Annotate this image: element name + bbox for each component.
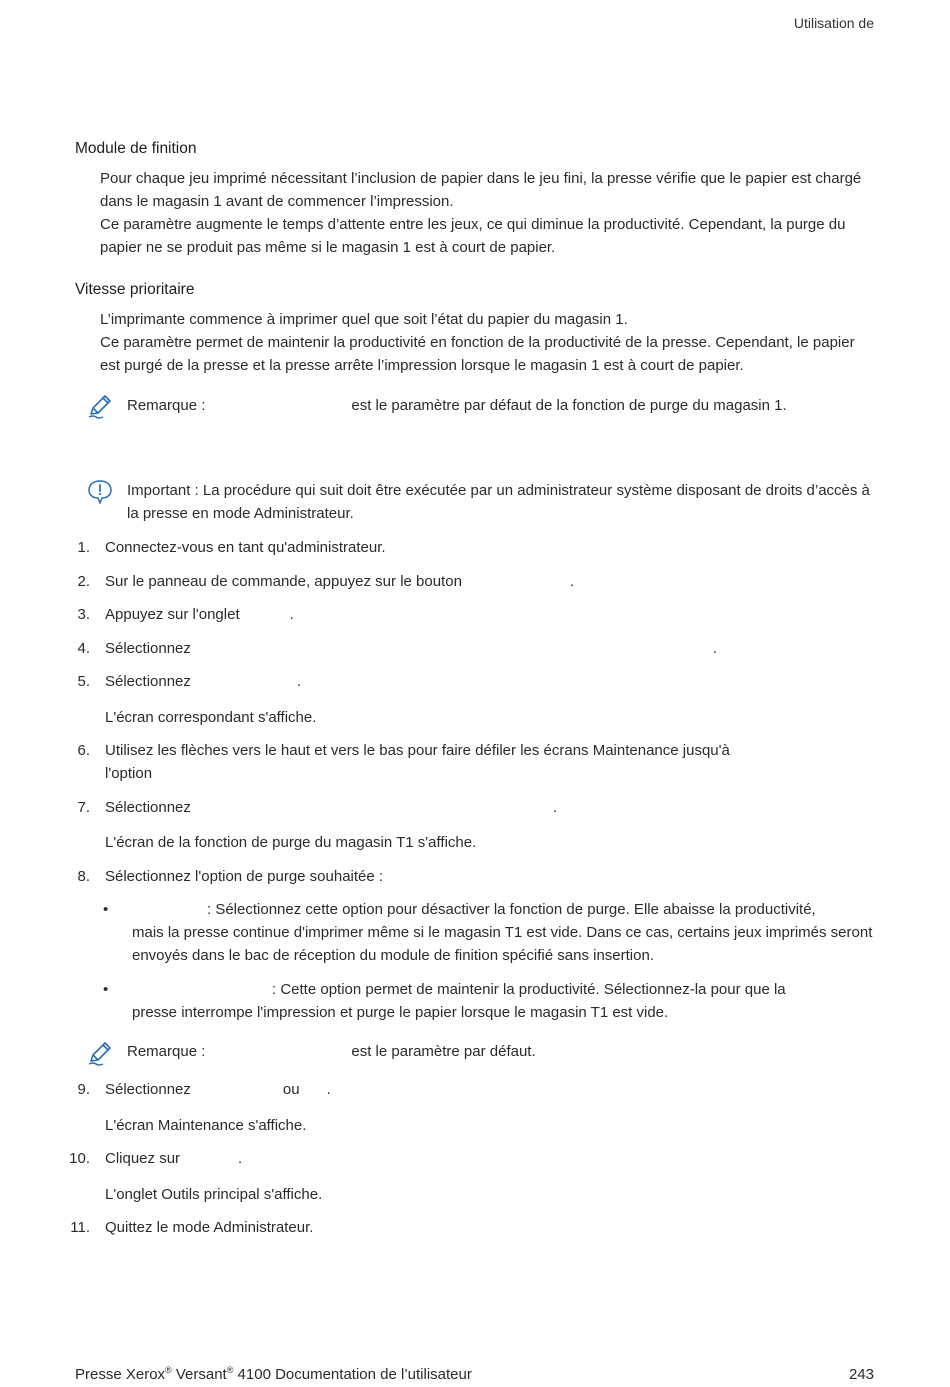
step-period: . <box>712 640 718 657</box>
step-number: 4. <box>77 640 90 657</box>
step-number: 10. <box>69 1150 90 1167</box>
step-text-continued: l'option <box>105 765 153 782</box>
note-label: Remarque : <box>127 397 206 414</box>
step-text <box>105 1147 875 1170</box>
step-number: 11. <box>70 1219 90 1236</box>
step-result: L'écran correspondant s'affiche. <box>105 709 317 726</box>
bullet-first-line: : Sélectionnez cette option pour désactiver la fonction de purge. Elle abaisse la productivité, <box>207 901 816 918</box>
step-text <box>105 570 875 593</box>
section-heading-finisher: Module de finition <box>75 140 197 157</box>
section-heading-priority-speed: Vitesse prioritaire <box>75 281 195 298</box>
note-default-setting <box>127 394 875 417</box>
pencil-note-icon <box>87 393 113 426</box>
section-paragraph: Ce paramètre augmente le temps d’attente entre les jeux, ce qui diminue la productivité. Cependant, la purge du papier ne se produit pas même si le magasin 1 est à court de papier. <box>100 216 846 256</box>
footer-title-part: 4100 Documentation de l’utilisateur <box>233 1366 472 1383</box>
step-body: Cliquez sur <box>105 1150 181 1167</box>
registered-mark: ® <box>165 1365 172 1375</box>
step-number: 9. <box>77 1081 90 1098</box>
step-text: Sélectionnez l'option de purge souhaitée : <box>105 868 384 885</box>
note-default <box>127 1040 875 1063</box>
bullet-marker: • <box>103 901 109 918</box>
footer-title-part: Versant <box>171 1366 227 1383</box>
important-info-icon <box>87 479 113 512</box>
step-body: Sélectionnez <box>105 640 191 657</box>
step-body: Sur le panneau de commande, appuyez sur le bouton <box>105 573 462 590</box>
note-label: Remarque : <box>127 1043 206 1060</box>
bullet-text <box>132 898 877 967</box>
bullet-text <box>132 978 877 1024</box>
bullet-continuation: presse interrompe l'impression et purge le papier lorsque le magasin T1 est vide. <box>132 1004 669 1021</box>
step-text: Quittez le mode Administrateur. <box>105 1219 314 1236</box>
bullet-continuation: mais la presse continue d'imprimer même si le magasin T1 est vide. Dans ce cas, certains jeux imprimés seront envoyés dans le bac de réception du module de finition spécifié sans insertion. <box>132 924 873 964</box>
step-text: Connectez-vous en tant qu'administrateur. <box>105 539 386 556</box>
step-text <box>105 603 875 626</box>
step-number: 7. <box>77 799 90 816</box>
note-text: est le paramètre par défaut. <box>351 1043 536 1060</box>
step-text <box>105 637 875 660</box>
step-period: . <box>289 606 294 623</box>
footer-document-title <box>75 1363 472 1386</box>
step-number: 2. <box>77 573 90 590</box>
step-body: Appuyez sur l'onglet <box>105 606 240 623</box>
step-body: Sélectionnez <box>105 673 191 690</box>
step-result: L'écran Maintenance s'affiche. <box>105 1117 307 1134</box>
step-text <box>105 1078 875 1101</box>
step-number: 8. <box>77 868 90 885</box>
step-period: . <box>569 573 575 590</box>
page-number: 243 <box>848 1366 874 1383</box>
step-body: Sélectionnez <box>105 799 191 816</box>
step-number: 3. <box>77 606 90 623</box>
step-text <box>105 670 875 693</box>
section-paragraph: Ce paramètre permet de maintenir la productivité en fonction de la productivité de la presse. Cependant, le papier est purgé de la presse et la presse arrête l’impression lorsque le magasin 1 est à court de papier. <box>100 334 855 374</box>
step-period: . <box>326 1081 331 1098</box>
step-text: Utilisez les flèches vers le haut et vers le bas pour faire défiler les écrans Maintenance jusqu'à <box>105 742 730 759</box>
step-result: L'écran de la fonction de purge du magasin T1 s'affiche. <box>105 834 477 851</box>
bullet-marker: • <box>103 981 109 998</box>
step-or: ou <box>282 1081 300 1098</box>
step-period: . <box>552 799 558 816</box>
important-notice: Important : La procédure qui suit doit être exécutée par un administrateur système disposant de droits d’accès à la presse en mode Administrateur. <box>127 482 870 522</box>
step-text <box>105 796 875 819</box>
section-paragraph: Pour chaque jeu imprimé nécessitant l’inclusion de papier dans le jeu fini, la presse vérifie que le papier est chargé dans le magasin 1 avant de commencer l’impression. <box>100 170 862 210</box>
step-number: 5. <box>77 673 90 690</box>
pencil-note-icon <box>87 1040 113 1073</box>
registered-mark: ® <box>226 1365 234 1375</box>
step-number: 1. <box>77 539 90 556</box>
step-period: . <box>238 1150 243 1167</box>
bullet-first-line: : Cette option permet de maintenir la productivité. Sélectionnez-la pour que la <box>272 981 786 998</box>
step-body: Sélectionnez <box>105 1081 191 1098</box>
footer-title-part: Presse Xerox <box>75 1366 166 1383</box>
running-header: Utilisation de <box>793 15 874 31</box>
section-paragraph: L’imprimante commence à imprimer quel que soit l’état du papier du magasin 1. <box>100 311 628 328</box>
step-result: L'onglet Outils principal s'affiche. <box>105 1186 323 1203</box>
step-number: 6. <box>77 742 90 759</box>
note-text: est le paramètre par défaut de la fonction de purge du magasin 1. <box>351 397 787 414</box>
step-period: . <box>296 673 302 690</box>
